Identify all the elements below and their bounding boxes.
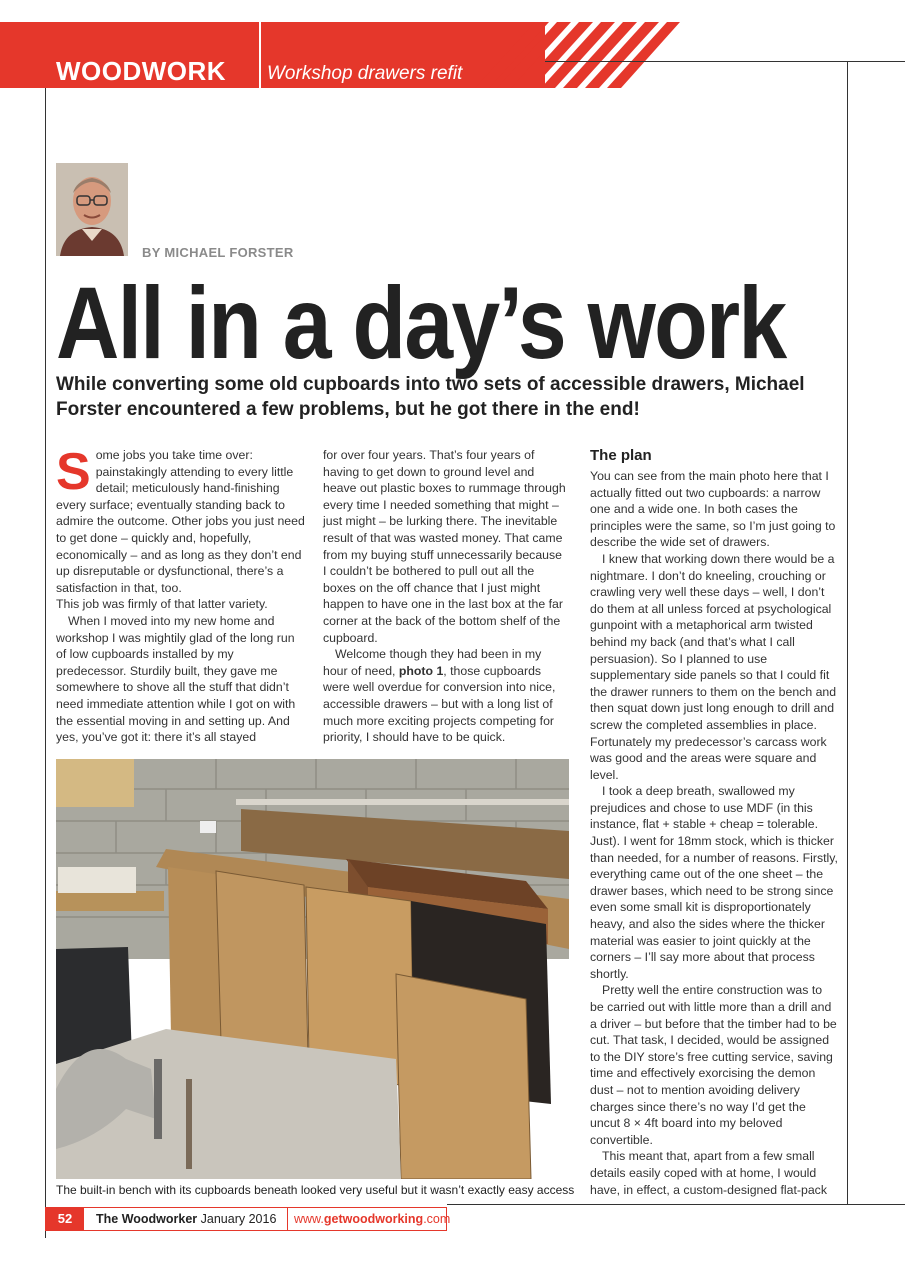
magazine-issue [96,1212,276,1226]
section-subtitle: Workshop drawers refit [267,63,463,84]
bottom-rule [447,1204,905,1205]
footer-divider [287,1208,288,1230]
paragraph [56,443,306,596]
url-domain: getwoodworking [323,1212,424,1226]
article-column-3 [590,447,838,1198]
section-title: WOODWORK [56,56,227,86]
right-rule [847,62,848,1204]
author-portrait-photo [56,163,128,256]
photo-reference: photo 1 [398,663,444,678]
subheading: The plan [590,447,652,464]
paragraph: for over four years. That’s four years of having to get down to ground level and heave out plastic boxes to rummage through every time I needed something that might – just might – be lurking there. The inevitable result of that was wasted money. That came from my buying stuff unnecessarily because I couldn’t be bothered to pull out all the boxes on the off chance that I just might happen to have one in the last box at the far corner at the back of the bottom shelf of the cupboard. [323,448,566,645]
workshop-bench-photo [56,759,569,1179]
paragraph: I knew that working down there would be a nightmare. I don’t do kneeling, crouching or crawling very well these days – well, I don’t do them at all unless forced at psychological gunpoint with a metaphorical arm twisted behind my back (and that’s what I call persuasion). So I planned to use supplementary side panels so that I could fit the drawer runners to them on the bench and then squat down just long enough to drill and screw the completed assemblies in place. Fortunately my predecessor’s carcass work was good and the areas were square and level. [590,551,837,782]
author-byline: BY MICHAEL FORSTER [142,245,294,260]
magazine-name: The Woodworker [96,1212,198,1226]
left-rule [45,88,46,1238]
paragraph: You can see from the main photo here that I actually fitted out two cupboards: a narrow one and a wide one. In both cases the principles were the same, so I’m just going to describe the wide set of drawers. [590,469,836,550]
article-standfirst: While converting some old cupboards into two sets of accessible drawers, Michael Forster encountered a few problems, but he got there in the end! [56,374,805,420]
photo-caption: The built-in bench with its cupboards beneath looked very useful but it wasn’t exactly easy access [56,1183,575,1197]
paragraph-text: , those cupboards were well overdue for conversion into nice, accessible drawers – but with a long list of much more exciting projects competing for priority, I should have to be quick. [323,663,556,745]
website-link[interactable] [294,1212,450,1226]
paragraph: When I moved into my new home and workshop I was mightily glad of the long run of low cupboards installed by my predecessor. Sturdily built, they gave me somewhere to shove all the stuff that didn’t need immediate attention while I got on with the essential moving in and setting up. And yes, you’ve got it: there it’s all stayed [56,613,296,745]
paragraph: I took a deep breath, swallowed my prejudices and chose to use MDF (in this instance, flat + stable + cheap = tolerable. Just). I went for 18mm stock, which is thicker than needed, for a number of reasons. Firstly, everything came out of the one sheet – the drawer bases, which need to be strong since even some small kit is disproportionately heavy, and also the sides where the thicker material was easier to joint quickly at the corners – I’ll say more about that process shortly. [590,784,838,981]
top-rule [545,61,905,62]
issue-date: January 2016 [200,1212,277,1226]
page-footer [45,1207,451,1231]
url-prefix: www. [294,1212,324,1226]
paragraph: This job was firmly of that latter variety. [56,597,268,612]
paragraph-text: Welcome though they had been in my hour of need, [323,647,542,678]
paragraph-text: ome jobs you take time over: painstakingly attending to every little detail; meticulously hand-finishing every surface; eventually standing back to admire the outcome. Other jobs you just need to get done – quickly and, hopefully, economically – and as long as they don’t end up disreputable or dysfunctional, there’s a satisfaction in that, too. [56,448,305,595]
paragraph: This meant that, apart from a few small details easily coped with at home, I would have, in effect, a custom-designed flat-pack [590,1149,827,1197]
header-stripes-decoration [475,22,680,88]
paragraph [323,646,568,746]
article-headline: All in a day’s work [56,266,786,380]
header-divider [259,22,261,88]
paragraph: Pretty well the entire construction was to be carried out with little more than a drill and a driver – but before that the timber had to be cut. That task, I decided, would be assigned to the DIY store’s free cutting service, saving time and effectively exorcising the demon dust – not to mention avoiding delivery charges since there’s no way I’d get the uncut 8 × 4ft board into my beloved convertible. [590,983,837,1147]
url-suffix: .com [423,1212,451,1226]
drop-cap: S [56,443,91,501]
article-column-1 [56,443,306,746]
article-column-2 [323,447,568,746]
page-number: 52 [46,1208,84,1230]
